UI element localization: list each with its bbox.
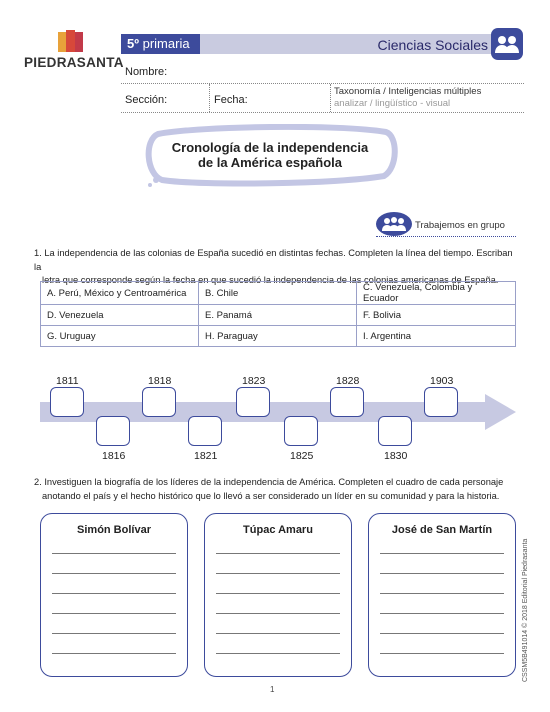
writing-line[interactable] <box>216 553 340 554</box>
people-icon <box>491 28 523 60</box>
answer-box[interactable] <box>378 416 412 446</box>
writing-line[interactable] <box>52 553 176 554</box>
divider <box>121 83 524 84</box>
leader-name: Túpac Amaru <box>243 524 313 536</box>
year-label: 1903 <box>430 375 454 387</box>
option-cell: D. Venezuela <box>41 305 199 326</box>
answer-box[interactable] <box>188 416 222 446</box>
group-work-label: Trabajemos en grupo <box>415 220 505 231</box>
page-number: 1 <box>270 685 275 694</box>
leader-name: Simón Bolívar <box>77 524 151 536</box>
subject-title: Ciencias Sociales <box>377 37 488 53</box>
writing-line[interactable] <box>52 613 176 614</box>
divider <box>330 84 331 112</box>
section-label: Sección: <box>125 94 168 106</box>
date-label: Fecha: <box>214 94 248 106</box>
worksheet-title: Cronología de la independencia de la América española <box>171 140 369 170</box>
options-table <box>40 281 516 347</box>
grade-badge: 5º primaria <box>121 34 200 54</box>
year-label: 1811 <box>56 375 79 387</box>
year-label: 1828 <box>336 375 360 387</box>
writing-line[interactable] <box>380 633 504 634</box>
year-label: 1830 <box>384 450 408 462</box>
writing-line[interactable] <box>216 593 340 594</box>
answer-box[interactable] <box>50 387 84 417</box>
year-label: 1823 <box>242 375 266 387</box>
leader-name: José de San Martín <box>391 524 493 536</box>
writing-line[interactable] <box>52 653 176 654</box>
writing-line[interactable] <box>380 593 504 594</box>
divider <box>209 84 210 112</box>
writing-line[interactable] <box>380 553 504 554</box>
answer-box[interactable] <box>284 416 318 446</box>
writing-line[interactable] <box>216 633 340 634</box>
piedrasanta-logo-icon <box>58 30 84 52</box>
copyright-note: CSSM5B491014 © 2018 Editorial Piedrasanta <box>522 538 529 682</box>
option-cell: G. Uruguay <box>41 326 199 347</box>
answer-box[interactable] <box>96 416 130 446</box>
option-cell: I. Argentina <box>357 326 516 347</box>
brand-name: PIEDRASANTA <box>24 55 124 70</box>
year-label: 1818 <box>148 375 172 387</box>
writing-line[interactable] <box>52 593 176 594</box>
answer-box[interactable] <box>330 387 364 417</box>
writing-line[interactable] <box>380 653 504 654</box>
group-work-icon <box>376 212 412 236</box>
option-cell: E. Panamá <box>199 305 357 326</box>
question-1: 1. La independencia de las colonias de España sucedió en distintas fechas. Completen la línea del tiempo. Escriban la letra que corresponde según la fecha en que sucedió la independencia de las colonias americanas de España. <box>34 248 513 285</box>
writing-line[interactable] <box>380 613 504 614</box>
option-cell: F. Bolivia <box>357 305 516 326</box>
option-cell: C. Venezuela, Colombia y Ecuador <box>357 282 516 305</box>
answer-box[interactable] <box>424 387 458 417</box>
option-cell: A. Perú, México y Centroamérica <box>41 282 199 305</box>
question-2: 2. Investiguen la biografía de los líderes de la independencia de América. Completen el cuadro de cada personaje anotando el país y el hecho histórico que lo llevó a ser considerado un líder en su comunidad y para la historia. <box>34 477 504 501</box>
writing-line[interactable] <box>380 573 504 574</box>
year-label: 1816 <box>102 450 126 462</box>
writing-line[interactable] <box>216 653 340 654</box>
writing-line[interactable] <box>52 573 176 574</box>
writing-line[interactable] <box>52 633 176 634</box>
year-label: 1825 <box>290 450 314 462</box>
taxonomy-values: analizar / lingüístico - visual <box>334 98 451 109</box>
divider <box>376 236 516 237</box>
answer-box[interactable] <box>142 387 176 417</box>
option-cell: H. Paraguay <box>199 326 357 347</box>
option-cell: B. Chile <box>199 282 357 305</box>
answer-box[interactable] <box>236 387 270 417</box>
taxonomy-label: Taxonomía / Inteligencias múltiples <box>334 86 482 97</box>
divider <box>121 112 524 113</box>
writing-line[interactable] <box>216 613 340 614</box>
name-label: Nombre: <box>125 66 168 78</box>
year-label: 1821 <box>194 450 218 462</box>
writing-line[interactable] <box>216 573 340 574</box>
